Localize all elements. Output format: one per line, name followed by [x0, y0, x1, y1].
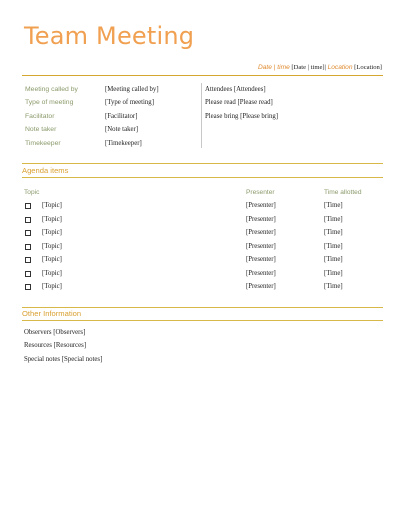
meta-value[interactable]: [Facilitator]	[105, 113, 138, 120]
time-cell[interactable]: [Time]	[324, 243, 343, 250]
meta-label: Type of meeting	[25, 99, 74, 106]
presenter-cell[interactable]: [Presenter]	[246, 229, 276, 236]
location-label: Location	[327, 64, 353, 71]
topic-cell[interactable]: [Topic]	[42, 202, 62, 209]
presenter-column-header: Presenter	[246, 189, 275, 196]
checkbox[interactable]	[25, 284, 31, 290]
location-value[interactable]: [Location]	[354, 64, 382, 71]
please-read-field[interactable]: Please read [Please read]	[205, 99, 273, 106]
checkbox[interactable]	[25, 230, 31, 236]
agenda-rule-bottom	[22, 177, 383, 178]
column-divider	[201, 83, 202, 148]
attendees-field[interactable]: Attendees [Attendees]	[205, 86, 266, 93]
checkbox[interactable]	[25, 271, 31, 277]
meta-label: Timekeeper	[25, 140, 61, 147]
presenter-cell[interactable]: [Presenter]	[246, 256, 276, 263]
time-cell[interactable]: [Time]	[324, 202, 343, 209]
time-column-header: Time allotted	[324, 189, 362, 196]
checkbox[interactable]	[25, 203, 31, 209]
table-row	[0, 229, 401, 239]
presenter-cell[interactable]: [Presenter]	[246, 216, 276, 223]
table-row	[0, 283, 401, 293]
table-row	[0, 256, 401, 266]
time-cell[interactable]: [Time]	[324, 229, 343, 236]
please-bring-field[interactable]: Please bring [Please bring]	[205, 113, 279, 120]
table-row	[0, 202, 401, 212]
presenter-cell[interactable]: [Presenter]	[246, 270, 276, 277]
checkbox[interactable]	[25, 257, 31, 263]
other-info-heading: Other Information	[22, 309, 82, 318]
page-title: Team Meeting	[24, 22, 195, 50]
topic-cell[interactable]: [Topic]	[42, 270, 62, 277]
presenter-cell[interactable]: [Presenter]	[246, 243, 276, 250]
other-rule-top	[22, 307, 383, 308]
special-notes-field[interactable]: Special notes [Special notes]	[24, 356, 103, 363]
separator: |	[324, 64, 326, 71]
topic-cell[interactable]: [Topic]	[42, 229, 62, 236]
meta-value[interactable]: [Type of meeting]	[105, 99, 154, 106]
date-time-label: Date | time	[257, 64, 290, 71]
header-rule	[22, 75, 383, 76]
checkbox[interactable]	[25, 217, 31, 223]
time-cell[interactable]: [Time]	[324, 216, 343, 223]
presenter-cell[interactable]: [Presenter]	[246, 202, 276, 209]
time-cell[interactable]: [Time]	[324, 283, 343, 290]
time-cell[interactable]: [Time]	[324, 270, 343, 277]
agenda-heading: Agenda items	[22, 166, 69, 175]
presenter-cell[interactable]: [Presenter]	[246, 283, 276, 290]
checkbox[interactable]	[25, 244, 31, 250]
topic-cell[interactable]: [Topic]	[42, 256, 62, 263]
meta-label: Facilitator	[25, 113, 55, 120]
meta-value[interactable]: [Meeting called by]	[105, 86, 159, 93]
table-row	[0, 270, 401, 280]
meta-label: Meeting called by	[25, 86, 78, 93]
topic-column-header: Topic	[24, 189, 40, 196]
time-cell[interactable]: [Time]	[324, 256, 343, 263]
observers-field[interactable]: Observers [Observers]	[24, 329, 86, 336]
meta-value[interactable]: [Timekeeper]	[105, 140, 142, 147]
table-row	[0, 243, 401, 253]
topic-cell[interactable]: [Topic]	[42, 216, 62, 223]
topic-cell[interactable]: [Topic]	[42, 283, 62, 290]
meta-label: Note taker	[25, 126, 57, 133]
meta-value[interactable]: [Note taker]	[105, 126, 139, 133]
date-time-value[interactable]: [Date | time]	[291, 64, 325, 71]
table-row	[0, 216, 401, 226]
other-rule-bottom	[22, 320, 383, 321]
date-location-line	[258, 64, 382, 71]
agenda-rule-top	[22, 163, 383, 164]
resources-field[interactable]: Resources [Resources]	[24, 342, 87, 349]
topic-cell[interactable]: [Topic]	[42, 243, 62, 250]
